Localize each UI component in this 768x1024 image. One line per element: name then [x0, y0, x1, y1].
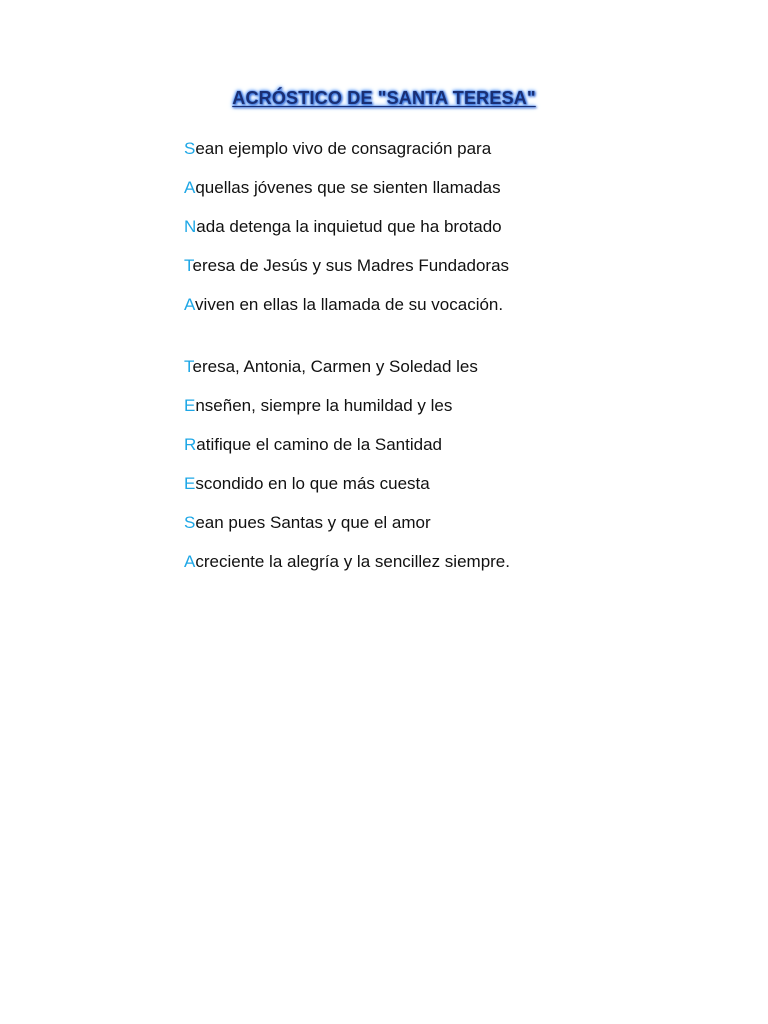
acrostic-initial: A	[184, 552, 196, 571]
document-title: ACRÓSTICO DE "SANTA TERESA"	[232, 88, 536, 108]
acrostic-initial: S	[184, 513, 196, 532]
acrostic-line-text: ada detenga la inquietud que ha brotado	[196, 217, 502, 236]
acrostic-line	[184, 216, 704, 255]
acrostic-line-text: atifique el camino de la Santidad	[196, 435, 443, 454]
acrostic-line	[184, 551, 704, 590]
stanza-2	[184, 356, 704, 590]
acrostic-line-text: ean pues Santas y que el amor	[195, 513, 431, 532]
acrostic-initial: R	[184, 435, 197, 454]
acrostic-line-text: eresa de Jesús y sus Madres Fundadoras	[192, 256, 510, 275]
acrostic-initial: A	[184, 295, 196, 314]
acrostic-line-text: scondido en lo que más cuesta	[195, 474, 430, 493]
acrostic-line-text: viven en ellas la llamada de su vocación.	[195, 295, 504, 314]
acrostic-initial: N	[184, 217, 197, 236]
acrostic-line	[184, 512, 704, 551]
acrostic-initial: E	[184, 474, 196, 493]
stanza-1	[184, 138, 704, 333]
acrostic-line	[184, 434, 704, 473]
acrostic-line	[184, 356, 704, 395]
acrostic-line	[184, 255, 704, 294]
acrostic-line	[184, 138, 704, 177]
acrostic-line-text: nseñen, siempre la humildad y les	[195, 396, 453, 415]
acrostic-initial: T	[184, 357, 193, 376]
acrostic-line-text: eresa, Antonia, Carmen y Soledad les	[192, 357, 478, 376]
acrostic-initial: A	[184, 178, 196, 197]
acrostic-initial: S	[184, 139, 196, 158]
acrostic-initial: T	[184, 256, 193, 275]
acrostic-initial: E	[184, 396, 196, 415]
acrostic-line-text: quellas jóvenes que se sienten llamadas	[195, 178, 501, 197]
acrostic-line-text: creciente la alegría y la sencillez siempre.	[195, 552, 510, 571]
acrostic-line	[184, 473, 704, 512]
acrostic-line	[184, 177, 704, 216]
acrostic-line	[184, 294, 704, 333]
acrostic-line	[184, 395, 704, 434]
acrostic-line-text: ean ejemplo vivo de consagración para	[195, 139, 492, 158]
